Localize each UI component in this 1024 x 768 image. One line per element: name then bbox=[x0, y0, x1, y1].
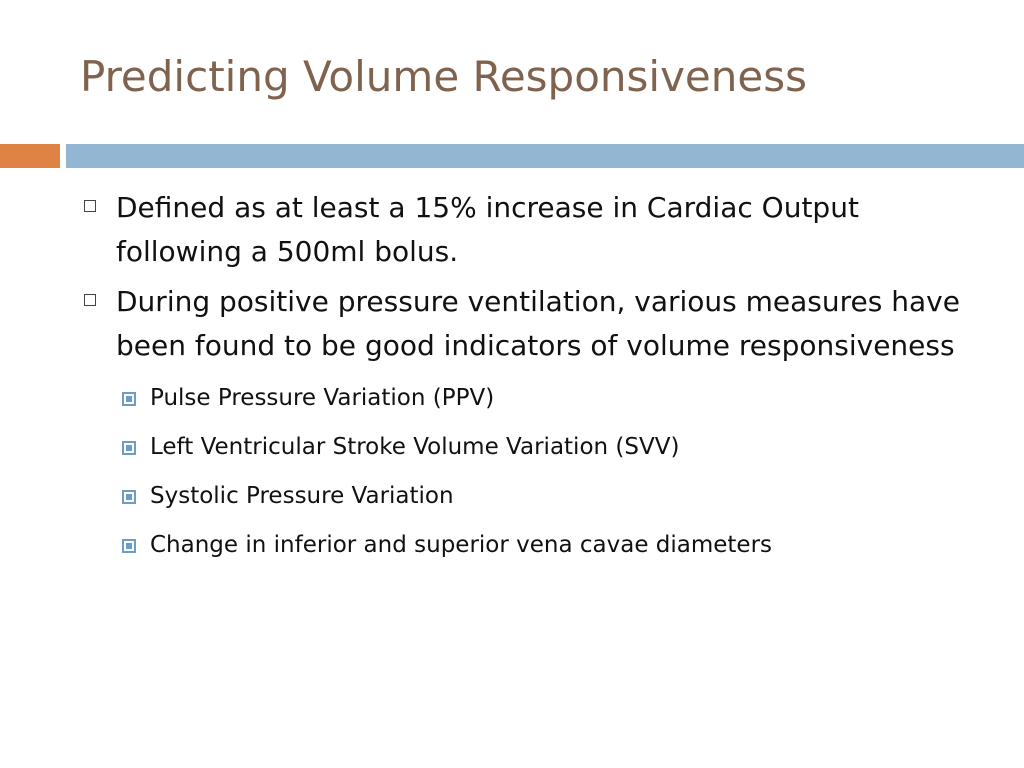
bullet-text: During positive pressure ventilation, various measures have been found to be good indicators of volume responsiveness bbox=[116, 285, 960, 362]
sub-bullet-item bbox=[116, 423, 982, 472]
bullet-item bbox=[82, 186, 982, 274]
filled-square-bullet-icon bbox=[122, 539, 136, 553]
slide-body bbox=[82, 186, 982, 570]
slide-title: Predicting Volume Responsiveness bbox=[80, 52, 807, 101]
sub-bullet-text: Systolic Pressure Variation bbox=[150, 483, 454, 509]
hollow-square-bullet-icon bbox=[84, 294, 96, 306]
sub-bullet-text: Pulse Pressure Variation (PPV) bbox=[150, 385, 495, 411]
sub-bullet-text: Change in inferior and superior vena cavae diameters bbox=[150, 532, 773, 558]
sub-bullet-text: Left Ventricular Stroke Volume Variation (SVV) bbox=[150, 434, 680, 460]
accent-bar-blue bbox=[66, 144, 1024, 168]
sub-bullet-item bbox=[116, 374, 982, 423]
filled-square-bullet-icon bbox=[122, 392, 136, 406]
filled-square-bullet-icon bbox=[122, 490, 136, 504]
bullet-item bbox=[82, 280, 982, 368]
accent-bar-orange bbox=[0, 144, 60, 168]
sub-bullet-item bbox=[116, 521, 982, 570]
bullet-text: Defined as at least a 15% increase in Cardiac Output following a 500ml bolus. bbox=[116, 191, 859, 268]
hollow-square-bullet-icon bbox=[84, 200, 96, 212]
filled-square-bullet-icon bbox=[122, 441, 136, 455]
sub-bullet-item bbox=[116, 472, 982, 521]
